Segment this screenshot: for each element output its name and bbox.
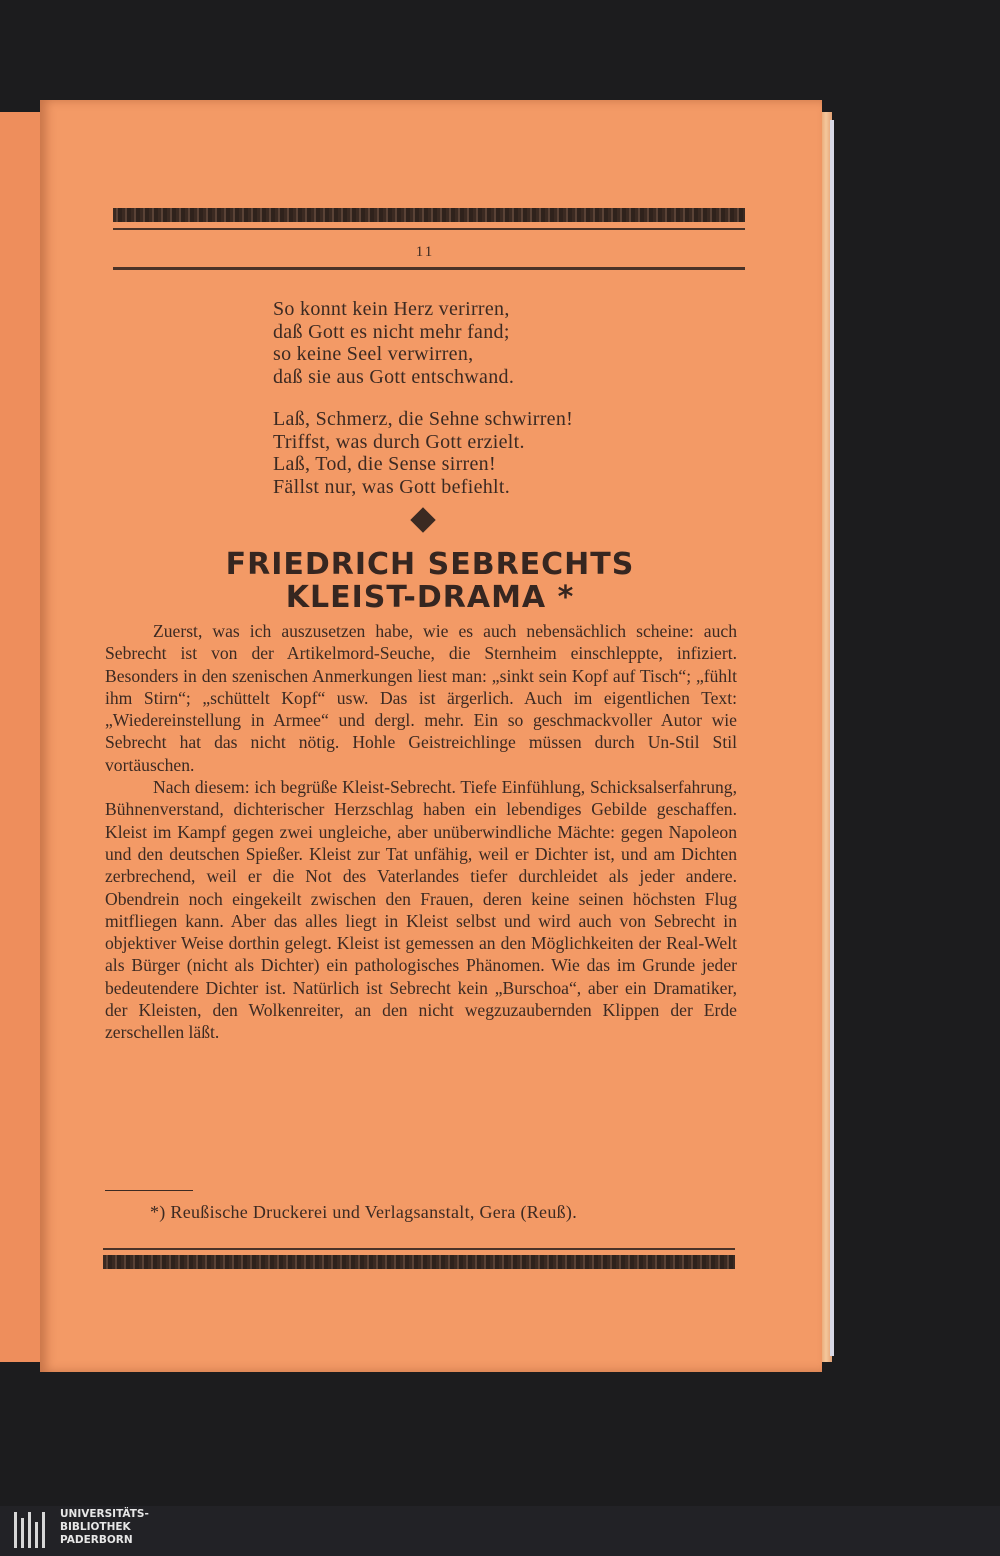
poem-line: Laß, Tod, die Sense sirren! <box>273 453 496 475</box>
header-rule-lower <box>113 267 745 270</box>
header-rule-thick <box>113 208 745 222</box>
poem-line: So konnt kein Herz verirren, <box>273 298 510 320</box>
paragraph: Nach diesem: ich begrüße Kleist-Sebrecht. Tiefe Einfühlung, Schicksalserfahrung, Bühnenverstand, dichterischer Herzschlag haben ein lebendiges Gebilde geschaffen. Kleist im Kampf gegen zwei ungleiche, aber unüberwindliche Mächte: gegen Napoleon und den deutschen Spießer. Kleist zur Tat unfähig, weil er Dichter ist, und am Dichten zerbrechend, weil er die Not des Vaterlandes tiefer durchleidet als jeder andere. Obendrein noch eingekeilt zwischen den Frauen, deren keine seinen höchsten Flug mitfliegen kann. Aber das alles liegt in Kleist selbst und wird auch von Sebrecht in objektiver Weise dorthin gelegt. Kleist ist gemessen an den Möglichkeiten der Real-Welt als Bürger (nicht als Dichter) ein pathologisches Phänomen. Wie das im Grunde jeder bedeutendere Dichter ist. Natürlich ist Sebrecht kein „Burschoa“, aber ein Dramatiker, der Kleisten, den Wolkenreiter, an den nicht wegzuzaubernden Klippen der Erde zerschellen läßt. <box>105 777 737 1043</box>
logo-line: PADERBORN <box>60 1534 133 1546</box>
poem-stanza-1 <box>273 298 514 388</box>
poem-line: Triffst, was durch Gott erzielt. <box>273 430 525 453</box>
library-bars-icon <box>12 1510 52 1552</box>
poem-line: Laß, Schmerz, die Sehne schwirren! <box>273 408 574 430</box>
footer-bar <box>0 1506 1000 1556</box>
poem-line: Fällst nur, was Gott befiehlt. <box>273 475 511 498</box>
poem-line: so keine Seel verwirren, <box>273 343 474 365</box>
logo-line: UNIVERSITÄTS- <box>60 1508 149 1520</box>
article-title <box>150 548 710 614</box>
footer-rule-thick <box>103 1255 735 1269</box>
article-title-line-2: KLEIST-DRAMA * <box>285 580 575 615</box>
library-logo-text <box>60 1508 149 1547</box>
footer-rule-thin <box>103 1248 735 1250</box>
page-number: 11 <box>415 244 435 260</box>
footnote-rule <box>105 1190 193 1191</box>
header-rule-thin <box>113 228 745 230</box>
logo-line: BIBLIOTHEK <box>60 1521 131 1533</box>
page-edge-stack <box>830 120 834 1356</box>
poem-stanza-2 <box>273 408 573 498</box>
poem-line: daß sie aus Gott entschwand. <box>273 365 515 388</box>
article-body <box>105 620 737 1044</box>
footnote: *) Reußische Druckerei und Verlagsanstalt, Gera (Reuß). <box>150 1202 578 1222</box>
article-title-line-1: FRIEDRICH SEBRECHTS <box>225 547 635 582</box>
poem-line: daß Gott es nicht mehr fand; <box>273 320 510 343</box>
paragraph: Zuerst, was ich auszusetzen habe, wie es auch nebensächlich scheine: auch Sebrecht ist von der Artikelmord-Seuche, die Sternheim einschleppte, infiziert. Besonders in den szenischen Anmerkungen liest man: „sinkt sein Kopf auf Tisch“; „fühlt ihm Stirn“; „schüttelt Kopf“ usw. Das ist ärgerlich. Auch im eigentlichen Text: „Wiedereinstellung in Armee“ und dergl. mehr. Ein so geschmackvoller Autor wie Sebrecht hat das nicht nötig. Hohle Geistreichlinge müssen durch Un-Stil Stil vortäuschen. <box>105 621 737 775</box>
